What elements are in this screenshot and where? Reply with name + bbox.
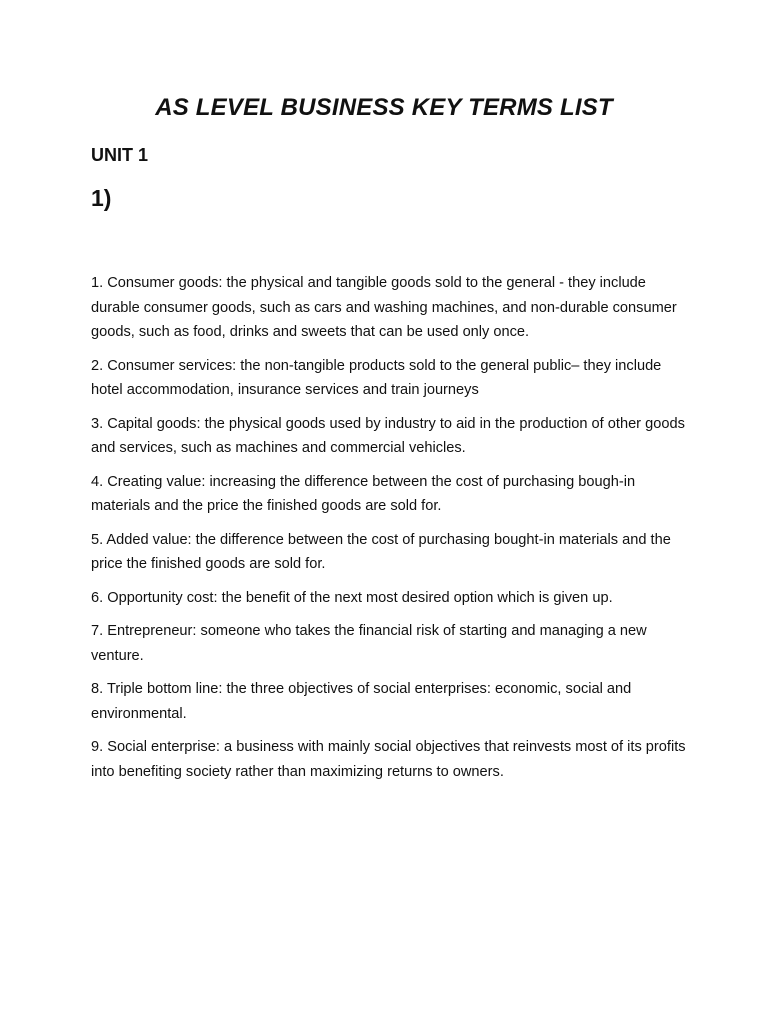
term-capital-goods: 3. Capital goods: the physical goods used by industry to aid in the production of other goods and services, such as machines and commercial vehicles. [91, 415, 685, 456]
key-terms-list [91, 271, 691, 793]
term-consumer-services: 2. Consumer services: the non-tangible products sold to the general public– they include hotel accommodation, insurance services and train journeys [91, 357, 662, 398]
term-entrepreneur: 7. Entrepreneur: someone who takes the financial risk of starting and managing a new venture. [91, 623, 647, 664]
term-added-value: 5. Added value: the difference between the cost of purchasing bought-in materials and the price the finished goods are sold for. [91, 531, 671, 572]
unit-heading: UNIT 1 [91, 145, 149, 165]
term-creating-value: 4. Creating value: increasing the difference between the cost of purchasing bough-in materials and the price the finished goods are sold for. [91, 473, 636, 514]
document-title: AS LEVEL BUSINESS KEY TERMS LIST [155, 94, 613, 121]
term-social-enterprise: 9. Social enterprise: a business with mainly social objectives that reinvests most of its profits into benefiting society rather than maximizing returns to owners. [91, 739, 686, 780]
term-consumer-goods: 1. Consumer goods: the physical and tangible goods sold to the general - they include durable consumer goods, such as cars and washing machines, and non-durable consumer goods, such as food, drinks and sweets that can be used only once. [91, 275, 677, 340]
term-triple-bottom-line: 8. Triple bottom line: the three objectives of social enterprises: economic, social and environmental. [91, 681, 632, 722]
term-opportunity-cost: 6. Opportunity cost: the benefit of the next most desired option which is given up. [91, 589, 613, 606]
section-number: 1) [91, 185, 112, 211]
